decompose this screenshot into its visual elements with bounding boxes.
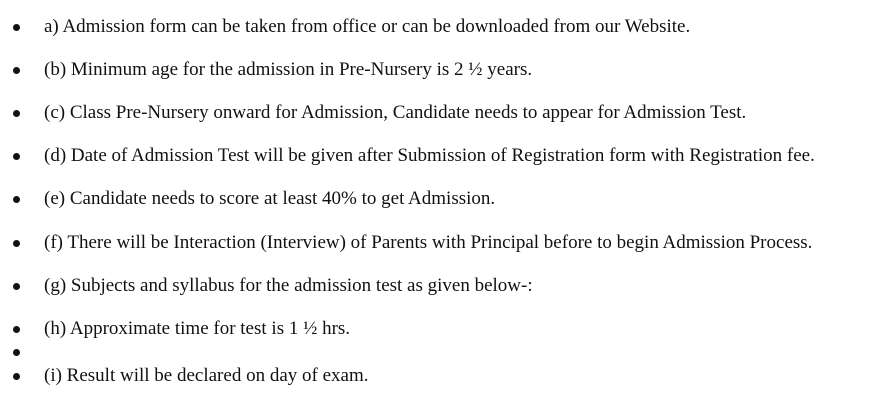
bullet-icon: [13, 283, 20, 290]
list-item: [0, 231, 892, 255]
bullet-icon: [13, 240, 20, 247]
list-item-text: (f) There will be Interaction (Interview) of Parents with Principal before to begin Admission Process.: [44, 232, 813, 253]
bullet-icon: [13, 153, 20, 160]
list-item-text: (d) Date of Admission Test will be given after Submission of Registration form with Registration fee.: [44, 145, 815, 166]
bullet-icon: [13, 196, 20, 203]
list-item-empty: [0, 340, 892, 364]
list-item: [0, 144, 892, 168]
list-item: [0, 364, 892, 388]
bullet-icon: [13, 110, 20, 117]
bullet-icon: [13, 67, 20, 74]
list-item: [0, 274, 892, 298]
list-item-text: a) Admission form can be taken from office or can be downloaded from our Website.: [44, 16, 691, 37]
list-item: [0, 187, 892, 211]
list-item-text: (c) Class Pre-Nursery onward for Admission, Candidate needs to appear for Admission Test.: [44, 102, 747, 123]
bullet-icon: [13, 373, 20, 380]
list-item: [0, 317, 892, 341]
list-item-text: (b) Minimum age for the admission in Pre-Nursery is 2 ½ years.: [44, 59, 533, 80]
bullet-icon: [13, 326, 20, 333]
list-item-text: (i) Result will be declared on day of exam.: [44, 365, 369, 386]
bullet-icon: [13, 24, 20, 31]
list-item: [0, 58, 892, 82]
list-item-text: (g) Subjects and syllabus for the admission test as given below-:: [44, 275, 533, 296]
list-item: [0, 15, 892, 39]
list-item: [0, 101, 892, 125]
list-item-text: (h) Approximate time for test is 1 ½ hrs.: [44, 318, 351, 339]
bullet-icon: [13, 349, 20, 356]
list-item-text: (e) Candidate needs to score at least 40% to get Admission.: [44, 188, 496, 209]
